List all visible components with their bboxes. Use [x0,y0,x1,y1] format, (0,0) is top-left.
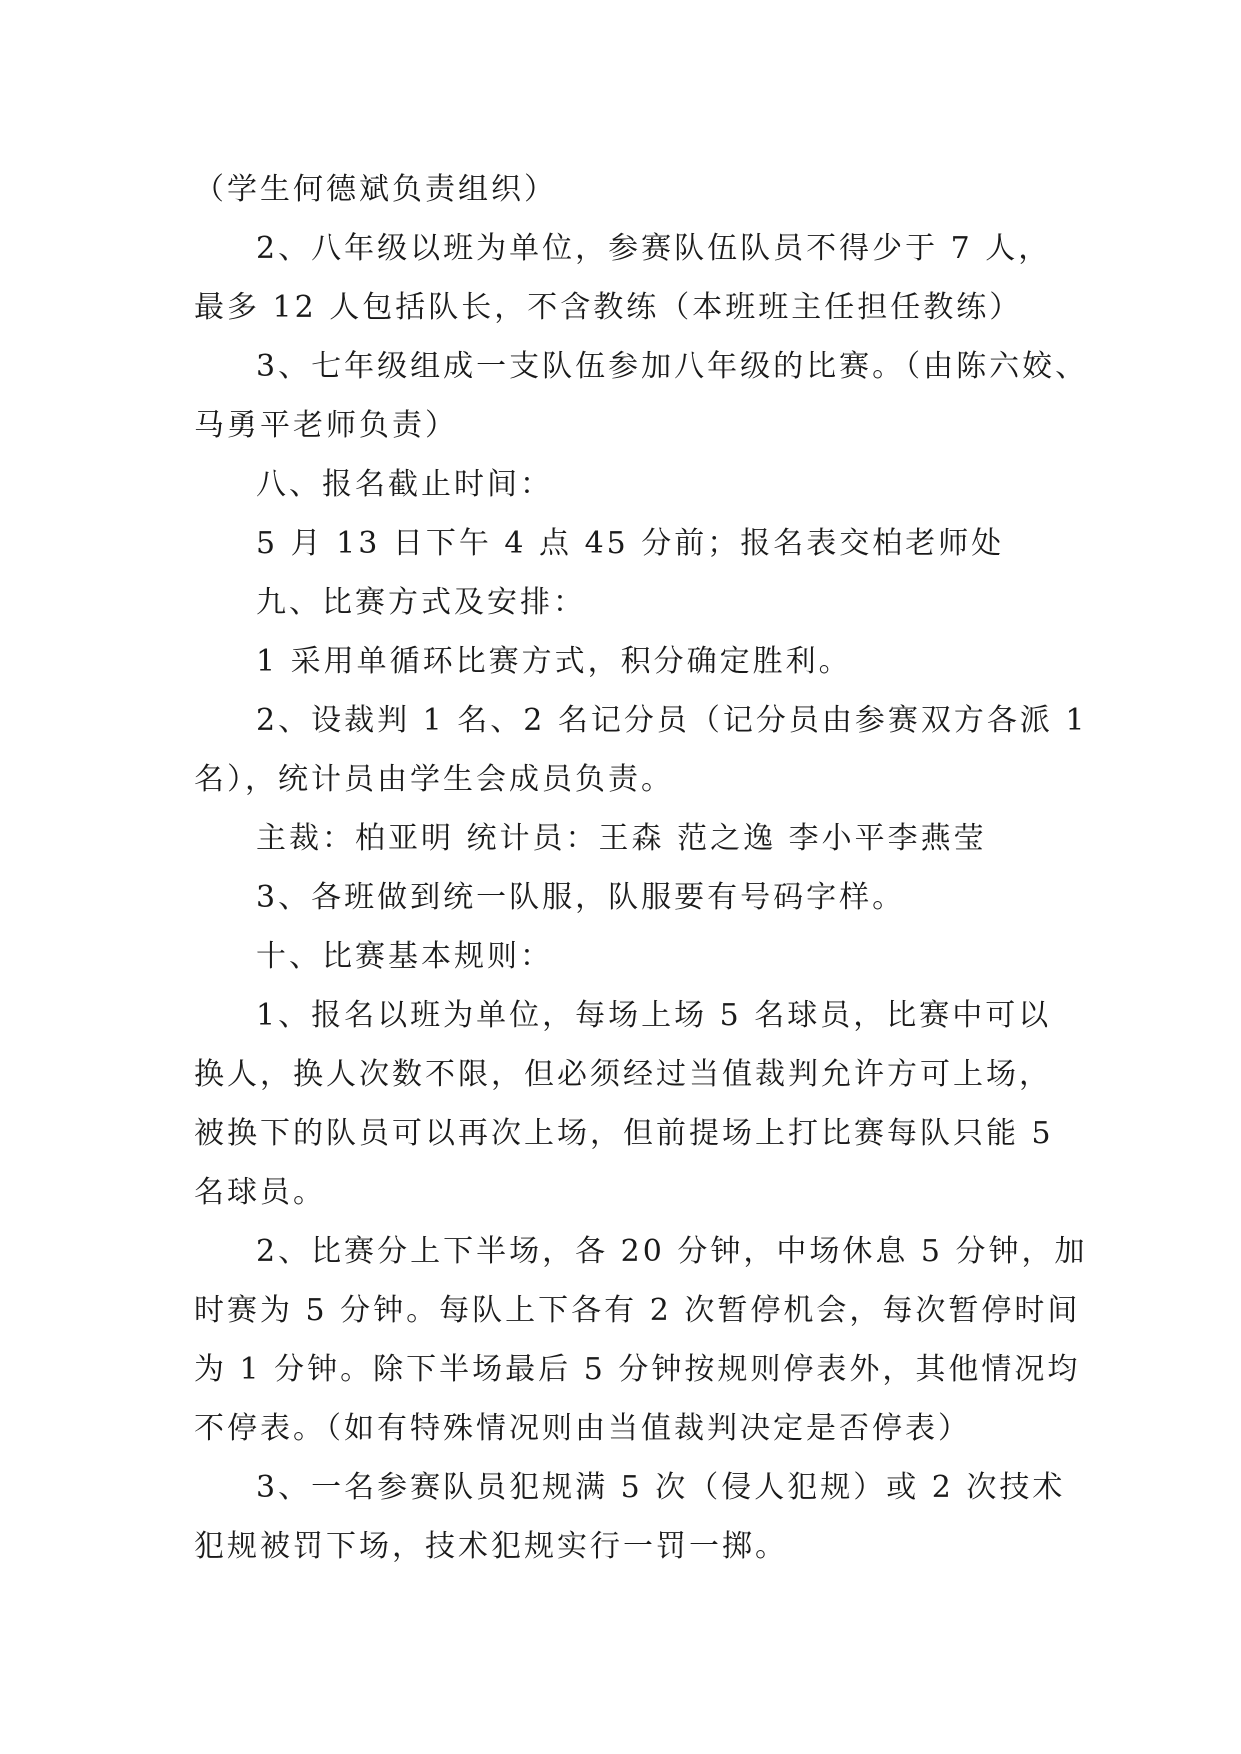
document-body [194,160,1089,1576]
text-line: 3、各班做到统一队服，队服要有号码字样。 [256,880,906,915]
text-line: 1 采用单循环比赛方式，积分确定胜利。 [256,644,852,679]
text-line: 犯规被罚下场，技术犯规实行一罚一掷。 [194,1529,788,1564]
text-line: 5 月 13 日下午 4 点 45 分前；报名表交柏老师处 [256,526,1005,561]
text-line: 主裁：柏亚明 统计员：王森 范之逸 李小平李燕莹 [256,821,987,856]
text-line: 名球员。 [194,1175,326,1210]
text-line: 为 1 分钟。除下半场最后 5 分钟按规则停表外，其他情况均 [194,1352,1081,1387]
text-line: 3、七年级组成一支队伍参加八年级的比赛。（由陈六姣、 [256,349,1089,384]
text-line: 被换下的队员可以再次上场，但前提场上打比赛每队只能 5 [194,1116,1054,1151]
text-line: 2、比赛分上下半场，各 20 分钟，中场休息 5 分钟，加 [256,1234,1088,1269]
section-heading: 八、报名截止时间： [256,467,553,502]
text-line: 最多 12 人包括队长，不含教练（本班班主任担任教练） [194,290,1023,325]
text-line: （学生何德斌负责组织） [194,172,557,207]
section-heading: 九、比赛方式及安排： [256,585,586,620]
text-line: 换人，换人次数不限，但必须经过当值裁判允许方可上场， [194,1057,1052,1092]
text-line: 2、八年级以班为单位，参赛队伍队员不得少于 7 人， [256,231,1052,266]
text-line: 时赛为 5 分钟。每队上下各有 2 次暂停机会，每次暂停时间 [194,1293,1081,1328]
section-heading: 十、比赛基本规则： [256,939,553,974]
text-line: 3、一名参赛队员犯规满 5 次（侵人犯规）或 2 次技术 [256,1470,1066,1505]
text-line: 2、设裁判 1 名、2 名记分员（记分员由参赛双方各派 1 [256,703,1088,738]
text-line: 马勇平老师负责） [194,408,458,443]
text-line: 名），统计员由学生会成员负责。 [194,762,674,797]
text-line: 1、报名以班为单位，每场上场 5 名球员，比赛中可以 [256,998,1052,1033]
text-line: 不停表。（如有特殊情况则由当值裁判决定是否停表） [194,1411,971,1446]
